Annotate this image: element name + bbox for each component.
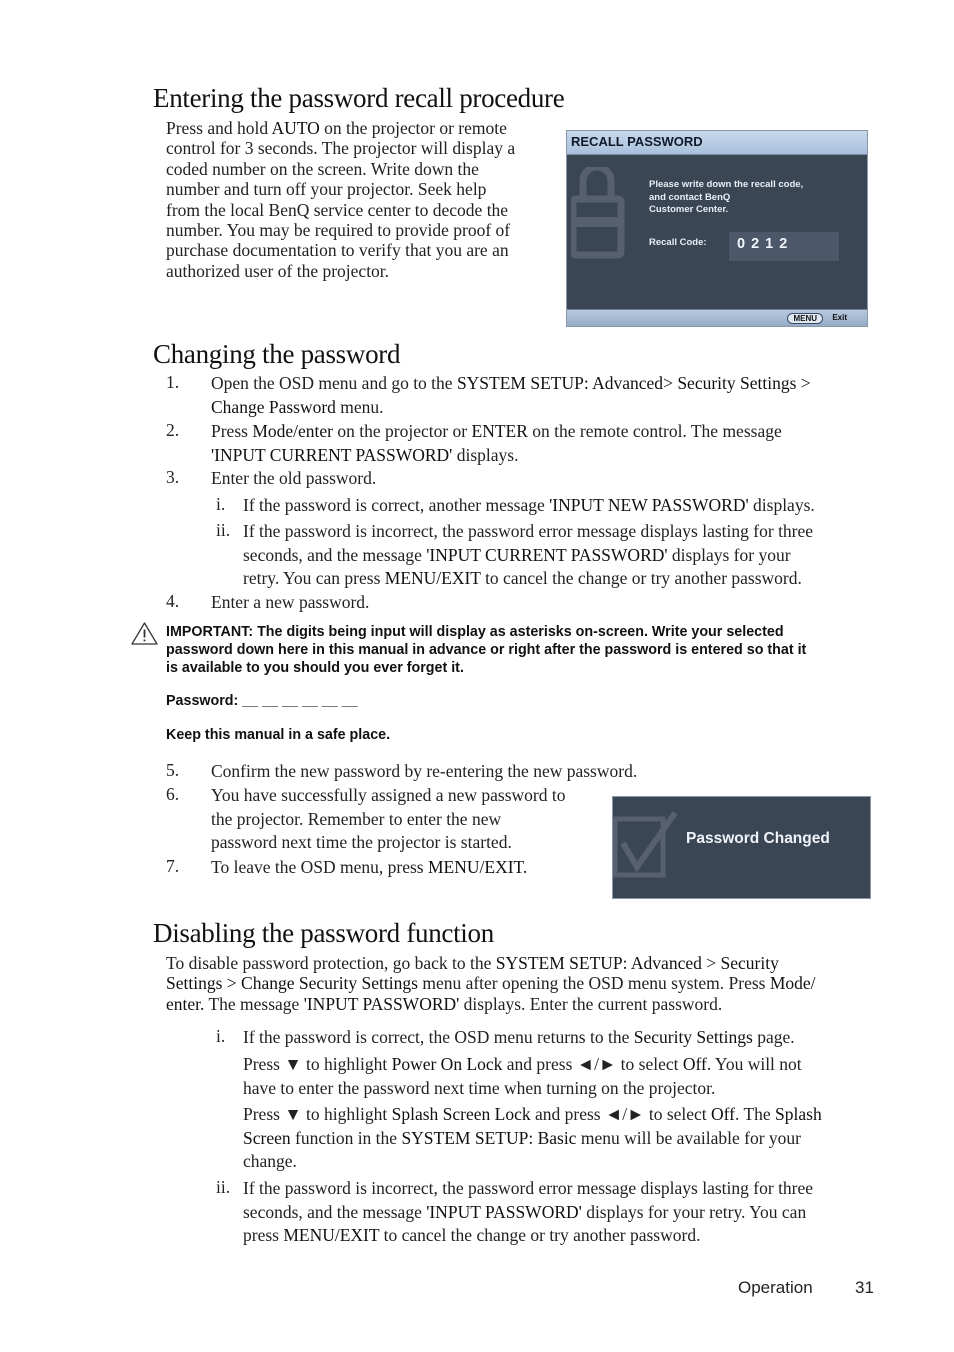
- list-number: i.: [216, 1026, 226, 1046]
- osd-message-line: Please write down the recall code,: [649, 179, 804, 190]
- text-run: menu.: [335, 396, 384, 417]
- text-run: . The: [735, 1104, 776, 1124]
- ui-term: Settings > Change Security Settings: [166, 973, 418, 994]
- text-run: >: [796, 373, 811, 393]
- ui-term: Splash: [775, 1104, 822, 1124]
- text-run: from the local BenQ service center to decode the: [166, 199, 509, 220]
- text-run: the projector. Remember to enter the new: [211, 808, 502, 829]
- ui-term: Security Settings: [633, 1027, 753, 1047]
- text-run: . You will not: [706, 1054, 802, 1074]
- text-run: number. You may be required to provide proof of: [166, 220, 511, 241]
- ui-term: Splash Screen Lock: [391, 1104, 531, 1124]
- text-line: [243, 1103, 822, 1127]
- text-run: Press and hold: [166, 118, 272, 138]
- osd-message-line: Customer Center.: [649, 204, 729, 215]
- text-line: [166, 159, 556, 179]
- list-item: [243, 494, 815, 518]
- text-run: function in the: [290, 1127, 402, 1148]
- text-run: To leave the OSD menu, press: [211, 857, 428, 877]
- instruction-power-on-lock: [243, 1053, 802, 1100]
- password-blank: Password: __ __ __ __ __ __: [166, 693, 358, 709]
- text-run: If the password is incorrect, the password error message displays lasting for three: [243, 1178, 814, 1198]
- important-line: password down here in this manual in advance or right after the password is entered so that it: [166, 642, 807, 658]
- text-line: [211, 396, 811, 420]
- text-run: retry. You can press: [243, 568, 385, 589]
- ui-term: 'INPUT CURRENT PASSWORD': [211, 444, 453, 465]
- ui-term: Screen: [243, 1127, 291, 1148]
- text-run: Press ▼ to highlight: [243, 1104, 392, 1124]
- text-line: [211, 760, 637, 784]
- text-line: [166, 220, 556, 240]
- recall-paragraph: [166, 118, 556, 281]
- recall-code-label: Recall Code:: [649, 237, 707, 248]
- list-item: [211, 784, 566, 855]
- recall-code-value: 0 2 1 2: [729, 232, 839, 261]
- text-line: [211, 831, 566, 855]
- text-line: [243, 494, 815, 518]
- text-run: You have successfully assigned a new password to: [211, 785, 566, 805]
- text-line: [211, 784, 566, 808]
- text-run: Open the OSD menu and go to the: [211, 373, 457, 393]
- text-line: [243, 1177, 813, 1201]
- text-run: displays for your retry. You can: [581, 1201, 807, 1222]
- text-line: [211, 467, 376, 491]
- list-item: [211, 591, 369, 615]
- footer-section: Operation: [738, 1278, 813, 1297]
- password-changed-osd: [612, 796, 871, 899]
- ui-term: SYSTEM SETUP: Advanced: [456, 373, 664, 393]
- text-run: to cancel the change or try another password.: [480, 568, 802, 589]
- text-run: on the projector or: [333, 421, 472, 441]
- list-number: 7.: [166, 856, 180, 876]
- text-run: seconds, and the message: [243, 1201, 427, 1222]
- list-number: 1.: [166, 372, 180, 392]
- list-item: [243, 520, 813, 591]
- list-number: 3.: [166, 467, 180, 487]
- list-number: ii.: [216, 520, 231, 540]
- text-run: displays for your: [667, 544, 791, 565]
- text-line: [166, 138, 556, 158]
- checkmark-icon: [613, 809, 683, 889]
- osd-title: RECALL PASSWORD: [567, 131, 867, 155]
- text-run: Confirm the new password by re-entering the new password.: [211, 761, 638, 781]
- list-number: 6.: [166, 784, 180, 804]
- instruction-splash-screen-lock: [243, 1103, 822, 1174]
- ui-term: Off: [682, 1054, 707, 1074]
- text-run: To disable password protection, go back to the: [166, 953, 496, 973]
- heading-disabling-password: Disabling the password function: [153, 918, 494, 948]
- text-run: Enter the old password.: [211, 468, 377, 488]
- text-line: [166, 179, 556, 199]
- ui-term: AUTO: [271, 118, 320, 138]
- text-run: authorized user of the projector.: [166, 260, 390, 281]
- text-line: [211, 856, 527, 880]
- list-item: [211, 856, 527, 880]
- exit-label: Exit: [832, 313, 847, 322]
- password-changed-text: Password Changed: [686, 830, 830, 847]
- warning-icon: [130, 621, 159, 646]
- ui-term: Change Password: [211, 396, 336, 417]
- text-run: displays.: [452, 444, 519, 465]
- list-number: ii.: [216, 1177, 231, 1197]
- ui-term: Mode/enter: [252, 421, 333, 441]
- text-line: [243, 1201, 813, 1225]
- osd-message-line: and contact BenQ: [649, 191, 731, 203]
- text-run: and press ◄/► to select: [530, 1104, 712, 1124]
- text-line: [166, 118, 556, 138]
- ui-term: SYSTEM SETUP: Advanced: [495, 953, 702, 973]
- ui-term: Security Settings: [677, 373, 797, 393]
- text-run: Press ▼ to highlight: [243, 1054, 392, 1074]
- heading-changing-password: Changing the password: [153, 339, 401, 369]
- text-run: purchase documentation to verify that you are an: [166, 240, 509, 261]
- text-run: displays. Enter the current password.: [459, 993, 723, 1014]
- text-line: [243, 1077, 802, 1101]
- text-run: page.: [752, 1027, 795, 1047]
- osd-footer: [567, 309, 867, 326]
- text-line: [166, 973, 886, 993]
- list-item: [243, 1026, 795, 1050]
- text-run: Enter a new password.: [211, 592, 370, 612]
- text-line: [211, 420, 782, 444]
- list-number: i.: [216, 494, 226, 514]
- text-line: [243, 520, 813, 544]
- list-number: 2.: [166, 420, 180, 440]
- text-run: and press ◄/► to select: [502, 1054, 683, 1074]
- lock-icon: [571, 167, 641, 287]
- text-run: >: [663, 373, 678, 393]
- text-run: The message: [204, 993, 304, 1014]
- ui-term: MENU/EXIT: [283, 1225, 380, 1246]
- list-item: [243, 1177, 813, 1248]
- ui-term: Security: [720, 953, 779, 973]
- text-run: menu will be available for your: [576, 1127, 801, 1148]
- text-run: number and turn off your projector. Seek help: [166, 179, 487, 200]
- list-item: [211, 467, 376, 491]
- text-run: on the projector or remote: [319, 118, 507, 138]
- ui-term: 'INPUT PASSWORD': [303, 993, 460, 1014]
- ui-term: enter.: [166, 993, 205, 1014]
- text-run: If the password is correct, another message: [243, 495, 550, 515]
- text-run: control for 3 seconds. The projector will display a: [166, 138, 516, 159]
- menu-button[interactable]: MENU: [787, 313, 823, 324]
- text-line: [243, 567, 813, 591]
- ui-term: Mode/: [769, 973, 816, 994]
- text-run: If the password is incorrect, the password error message displays lasting for three: [243, 521, 814, 541]
- ui-term: 'INPUT PASSWORD': [426, 1201, 582, 1222]
- recall-password-osd: [566, 130, 868, 327]
- text-line: [166, 240, 556, 260]
- text-run: press: [243, 1225, 284, 1246]
- ui-term: Off: [711, 1104, 736, 1124]
- text-line: [211, 372, 811, 396]
- heading-password-recall: Entering the password recall procedure: [153, 83, 565, 113]
- ui-term: SYSTEM SETUP: Basic: [401, 1127, 577, 1148]
- disable-paragraph: [166, 953, 886, 1014]
- ui-term: 'INPUT NEW PASSWORD': [549, 495, 749, 515]
- text-line: [211, 591, 369, 615]
- list-number: 4.: [166, 591, 180, 611]
- text-line: [243, 1053, 802, 1077]
- text-run: menu after opening the OSD menu system. Press: [417, 973, 770, 994]
- ui-term: MENU/EXIT: [384, 568, 481, 589]
- text-run: on the remote control. The message: [527, 421, 782, 441]
- list-item: [211, 760, 637, 784]
- text-line: [166, 261, 556, 281]
- list-item: [211, 420, 782, 467]
- important-note: [166, 623, 886, 677]
- list-number: 5.: [166, 760, 180, 780]
- page-number: 31: [855, 1278, 874, 1297]
- text-line: [211, 808, 566, 832]
- important-line: is available to you should you ever forget it.: [166, 660, 464, 676]
- text-line: [166, 200, 556, 220]
- text-run: seconds, and the message: [243, 544, 427, 565]
- keep-manual-note: Keep this manual in a safe place.: [166, 727, 391, 743]
- text-line: [243, 1224, 813, 1248]
- text-run: >: [701, 953, 721, 973]
- text-run: to cancel the change or try another password.: [379, 1225, 701, 1246]
- text-line: [166, 953, 886, 973]
- text-line: [243, 1127, 822, 1151]
- ui-term: ENTER: [471, 421, 528, 441]
- text-run: Press: [211, 421, 253, 441]
- text-run: If the password is correct, the OSD menu returns to the: [243, 1027, 634, 1047]
- ui-term: MENU/EXIT.: [428, 857, 528, 877]
- text-run: displays.: [748, 495, 815, 515]
- important-line: IMPORTANT: The digits being input will display as asterisks on-screen. Write your selected: [166, 624, 784, 640]
- text-run: have to enter the password next time when turning on the projector.: [243, 1077, 716, 1098]
- text-run: change.: [243, 1151, 297, 1172]
- text-line: [166, 994, 886, 1014]
- text-line: [243, 544, 813, 568]
- ui-term: 'INPUT CURRENT PASSWORD': [426, 544, 668, 565]
- text-line: [243, 1150, 822, 1174]
- list-item: [211, 372, 811, 419]
- text-line: [243, 1026, 795, 1050]
- text-run: coded number on the screen. Write down the: [166, 158, 479, 179]
- text-run: password next time the projector is started.: [211, 832, 512, 853]
- text-line: [211, 444, 782, 468]
- ui-term: Power On Lock: [391, 1054, 503, 1074]
